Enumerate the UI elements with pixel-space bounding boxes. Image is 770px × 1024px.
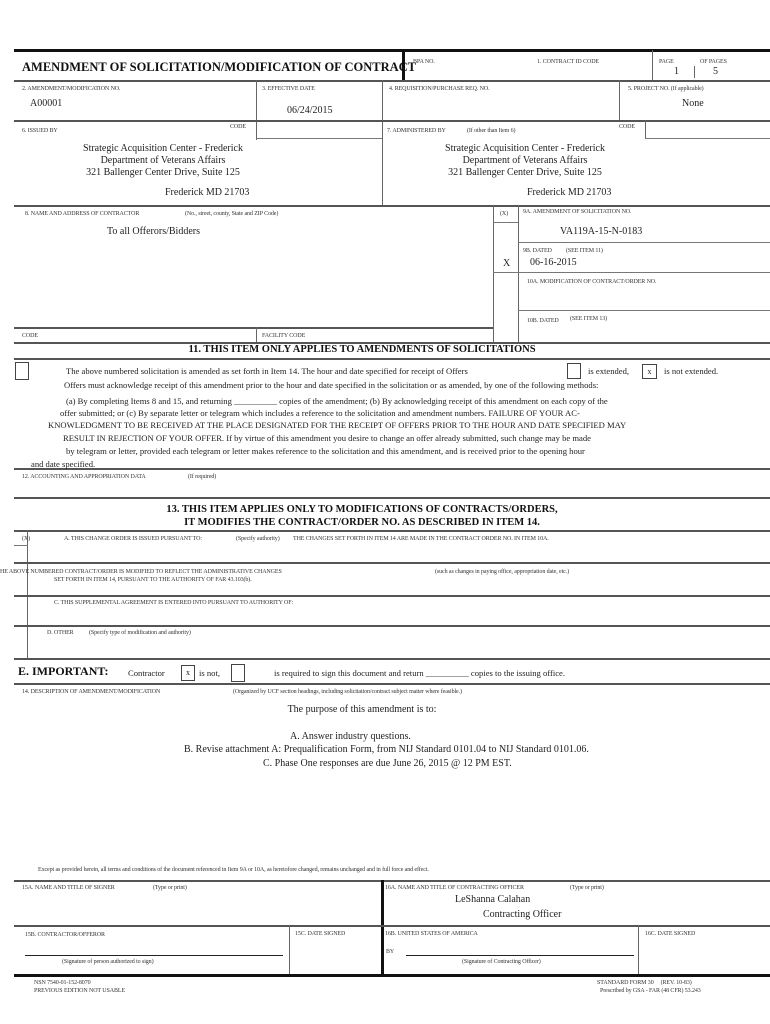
- item14-note: (Organized by UCF section headings, including solicitation/contract subject matter where feasible.): [233, 689, 462, 695]
- divider: [381, 880, 384, 975]
- project-label: 5. PROJECT NO. (If applicable): [628, 86, 704, 92]
- contractor-note: (No., street, county, State and ZIP Code): [185, 211, 279, 217]
- issued-by-line: 321 Ballenger Center Drive, Suite 125: [86, 167, 240, 178]
- previous-edition-note: PREVIOUS EDITION NOT USABLE: [34, 988, 126, 994]
- administered-by-line: Department of Veterans Affairs: [462, 155, 588, 166]
- item9b-label: 9B. DATED: [523, 248, 552, 254]
- divider: [14, 880, 770, 882]
- administered-by-code-label: CODE: [619, 124, 635, 130]
- divider: [14, 530, 770, 532]
- divider: [14, 468, 770, 470]
- divider: [14, 595, 770, 597]
- officer-signature-caption: (Signature of Contracting Officer): [462, 959, 541, 965]
- contractor-date-label: 15C. DATE SIGNED: [295, 931, 346, 937]
- is-not-checkbox[interactable]: x: [181, 665, 195, 681]
- amendment-purpose: The purpose of this amendment is to:: [287, 704, 437, 715]
- divider: [14, 358, 770, 360]
- item13a-tail: THE CHANGES SET FORTH IN ITEM 14 ARE MADE IN THE CONTRACT ORDER NO. IN ITEM 10A.: [293, 536, 549, 542]
- item12-label: 12. ACCOUNTING AND APPROPRIATION DATA: [22, 474, 146, 480]
- item11-heading: 11. THIS ITEM ONLY APPLIES TO AMENDMENTS OF SOLICITATIONS: [188, 344, 536, 355]
- divider: [14, 925, 770, 927]
- item10a-label: 10A. MODIFICATION OF CONTRACT/ORDER NO.: [527, 279, 657, 285]
- item13d-note: (Specify type of modification and authority): [89, 630, 191, 636]
- signer-note: (Type or print): [153, 885, 187, 891]
- administered-by-note: (If other than Item 6): [467, 128, 516, 134]
- divider: [493, 205, 494, 342]
- divider: [518, 242, 770, 243]
- terms-note: Except as provided herein, all terms and conditions of the document referenced in Item 9A or 10A, as heretofore changed, remains unchanged and in full force and effect.: [38, 867, 429, 873]
- item13d-text: D. OTHER: [47, 630, 74, 636]
- item9b-date[interactable]: 06-16-2015: [530, 257, 577, 268]
- divider: [256, 138, 382, 139]
- amendment-item: C. Phase One responses are due June 26, 2015 @ 12 PM EST.: [263, 758, 512, 769]
- divider: [14, 497, 770, 499]
- item13-x-label: (X): [22, 536, 31, 542]
- item11-paragraph-line: and date specified.: [31, 459, 96, 469]
- of-pages-number: 5: [713, 66, 718, 77]
- amendment-item: A. Answer industry questions.: [290, 731, 411, 742]
- divider: [645, 120, 646, 138]
- divider: [382, 80, 383, 205]
- divider: [289, 925, 290, 975]
- amendment-value[interactable]: A00001: [30, 98, 63, 109]
- important-tail: is required to sign this document and return __________ copies to the issuing office.: [274, 668, 566, 678]
- item13c-text: C. THIS SUPPLEMENTAL AGREEMENT IS ENTERED INTO PURSUANT TO AUTHORITY OF:: [54, 600, 294, 606]
- divider: [619, 80, 620, 120]
- contractor-signature-caption: (Signature of person authorized to sign): [62, 959, 154, 965]
- issued-by-label: 6. ISSUED BY: [22, 128, 58, 134]
- divider: [518, 205, 519, 342]
- is-not-label: is not,: [199, 668, 221, 678]
- bpa-label: BPA NO.: [413, 59, 435, 65]
- item13b-text2: SET FORTH IN ITEM 14, PURSUANT TO THE AUTHORITY OF FAR 43.103(b).: [54, 577, 252, 583]
- item14-label: 14. DESCRIPTION OF AMENDMENT/MODIFICATION: [22, 689, 161, 695]
- item11-line1: The above numbered solicitation is amended as set forth in Item 14. The hour and date specified for receipt of Offers: [66, 366, 468, 376]
- divider: [14, 562, 770, 564]
- item13-heading: 13. THIS ITEM APPLIES ONLY TO MODIFICATIONS OF CONTRACTS/ORDERS,: [166, 504, 558, 515]
- divider: [645, 138, 770, 139]
- bottom-rule: [14, 974, 770, 977]
- divider: [14, 658, 770, 660]
- effective-date-label: 3. EFFECTIVE DATE: [262, 86, 315, 92]
- top-rule: [14, 49, 770, 52]
- signer-label: 15A. NAME AND TITLE OF SIGNER: [22, 885, 115, 891]
- item11-paragraph-line: RESULT IN REJECTION OF YOUR OFFER. If by virtue of this amendment you desire to change an offer already submitted, such change may be made: [63, 433, 591, 443]
- divider: [493, 222, 518, 223]
- not-extended-label: is not extended.: [664, 366, 719, 376]
- item12-note: (If required): [188, 474, 217, 480]
- project-value[interactable]: None: [682, 98, 704, 109]
- extended-label: is extended,: [588, 366, 630, 376]
- item13b-text: HE ABOVE NUMBERED CONTRACT/ORDER IS MODIFIED TO REFLECT THE ADMINISTRATIVE CHANGES: [0, 569, 282, 575]
- requisition-label: 4. REQUISITION/PURCHASE REQ. NO.: [389, 86, 490, 92]
- standard-form-label: STANDARD FORM 30 (REV. 10-83): [597, 980, 692, 986]
- contractor-label: 8. NAME AND ADDRESS OF CONTRACTOR: [25, 211, 140, 217]
- divider: [14, 545, 28, 546]
- divider: [14, 120, 770, 122]
- is-required-checkbox[interactable]: [231, 664, 245, 682]
- form-title: AMENDMENT OF SOLICITATION/MODIFICATION OF CONTRACT: [22, 60, 417, 74]
- not-extended-checkbox[interactable]: x: [642, 364, 657, 379]
- contractor-offeror-label: 15B. CONTRACTOR/OFFEROR: [25, 932, 105, 938]
- by-label: BY: [386, 949, 395, 955]
- divider: [14, 80, 770, 82]
- issued-by-line: Department of Veterans Affairs: [100, 155, 226, 166]
- item13a-note: (Specify authority): [236, 536, 280, 542]
- divider: [14, 205, 770, 207]
- issued-by-city: Frederick MD 21703: [165, 187, 250, 198]
- amendment-label: 2. AMENDMENT/MODIFICATION NO.: [22, 86, 121, 92]
- contracting-officer-label: 16A. NAME AND TITLE OF CONTRACTING OFFICER: [385, 885, 524, 891]
- divider: [638, 925, 639, 975]
- divider: [256, 327, 257, 342]
- officer-name: LeShanna Calahan: [455, 894, 531, 905]
- divider: [256, 80, 257, 140]
- item11-paragraph-line: KNOWLEDGMENT TO BE RECEIVED AT THE PLACE DESIGNATED FOR THE RECEIPT OF OFFERS PRIOR TO THE HOUR AND DATE SPECIFIED MAY: [48, 420, 627, 430]
- item9-x-label: (X): [500, 211, 509, 217]
- item9a-label: 9A. AMENDMENT OF SOLICITATION NO.: [523, 209, 632, 215]
- item10b-note: (SEE ITEM 13): [570, 316, 608, 322]
- divider: [493, 272, 770, 273]
- contract-id-label: 1. CONTRACT ID CODE: [537, 59, 599, 65]
- divider: [14, 683, 770, 685]
- signature-line-officer[interactable]: [406, 955, 634, 956]
- solicitation-number[interactable]: VA119A-15-N-0183: [560, 226, 643, 237]
- officer-date-label: 16C. DATE SIGNED: [645, 931, 696, 937]
- united-states-label: 16B. UNITED STATES OF AMERICA: [385, 931, 478, 937]
- item11-checkbox[interactable]: [15, 362, 29, 380]
- important-label: E. IMPORTANT:: [18, 664, 109, 678]
- item11-paragraph-line: offer submitted; or (c) By separate letter or telegram which includes a reference to the solicitation and amendment numbers. FAILURE OF YOUR AC-: [60, 408, 580, 418]
- nsn-number: NSN 7540-01-152-8070: [34, 980, 91, 986]
- item9b-note: (SEE ITEM 11): [566, 248, 603, 254]
- item9b-checkmark[interactable]: X: [503, 258, 511, 269]
- divider: [14, 327, 493, 329]
- administered-by-line: 321 Ballenger Center Drive, Suite 125: [448, 167, 602, 178]
- facility-code-label: FACILITY CODE: [262, 333, 306, 339]
- issued-by-code-label: CODE: [230, 124, 246, 130]
- prescribed-by: Prescribed by GSA - FAR (48 CFR) 53.243: [600, 988, 701, 994]
- page-label: PAGE: [659, 59, 674, 65]
- item11-paragraph-line: by telegram or letter, provided each telegram or letter makes reference to the solicitation and this amendment, and is received prior to the opening hour: [66, 446, 585, 456]
- administered-by-label: 7. ADMINISTERED BY: [387, 128, 446, 134]
- administered-by-line: Strategic Acquisition Center - Frederick: [445, 143, 605, 154]
- item10b-label: 10B. DATED: [527, 318, 559, 324]
- effective-date-value[interactable]: 06/24/2015: [287, 105, 333, 116]
- contractor-value[interactable]: To all Offerors/Bidders: [107, 226, 200, 237]
- signature-line-contractor[interactable]: [25, 955, 283, 956]
- of-pages-label: OF PAGES: [700, 59, 727, 65]
- divider: [694, 66, 695, 78]
- item13a-text: A. THIS CHANGE ORDER IS ISSUED PURSUANT TO:: [64, 536, 202, 542]
- contracting-officer-note: (Type or print): [570, 885, 604, 891]
- item13-heading: IT MODIFIES THE CONTRACT/ORDER NO. AS DESCRIBED IN ITEM 14.: [184, 517, 540, 528]
- item13b-note: (such as changes in paying office, appropriation date, etc.): [435, 569, 570, 575]
- important-contractor: Contractor: [128, 668, 165, 678]
- page-number: 1: [674, 66, 679, 77]
- code-label: CODE: [22, 333, 38, 339]
- extended-checkbox[interactable]: [567, 363, 581, 379]
- amendment-item: B. Revise attachment A: Prequalification Form, from NIJ Standard 0101.04 to NIJ Standard 0101.06.: [184, 744, 589, 755]
- administered-by-city: Frederick MD 21703: [527, 187, 612, 198]
- divider: [14, 625, 770, 627]
- divider: [518, 310, 770, 311]
- item11-paragraph-line: (a) By completing Items 8 and 15, and returning __________ copies of the amendment; (b) By acknowledging receipt of this amendment on each copy of the: [66, 396, 608, 406]
- officer-title: Contracting Officer: [483, 909, 562, 920]
- item11-paragraph-line: Offers must acknowledge receipt of this amendment prior to the hour and date specified in the solicitation or as amended, by one of the following methods:: [64, 380, 599, 390]
- issued-by-line: Strategic Acquisition Center - Frederick: [83, 143, 243, 154]
- divider: [652, 50, 653, 80]
